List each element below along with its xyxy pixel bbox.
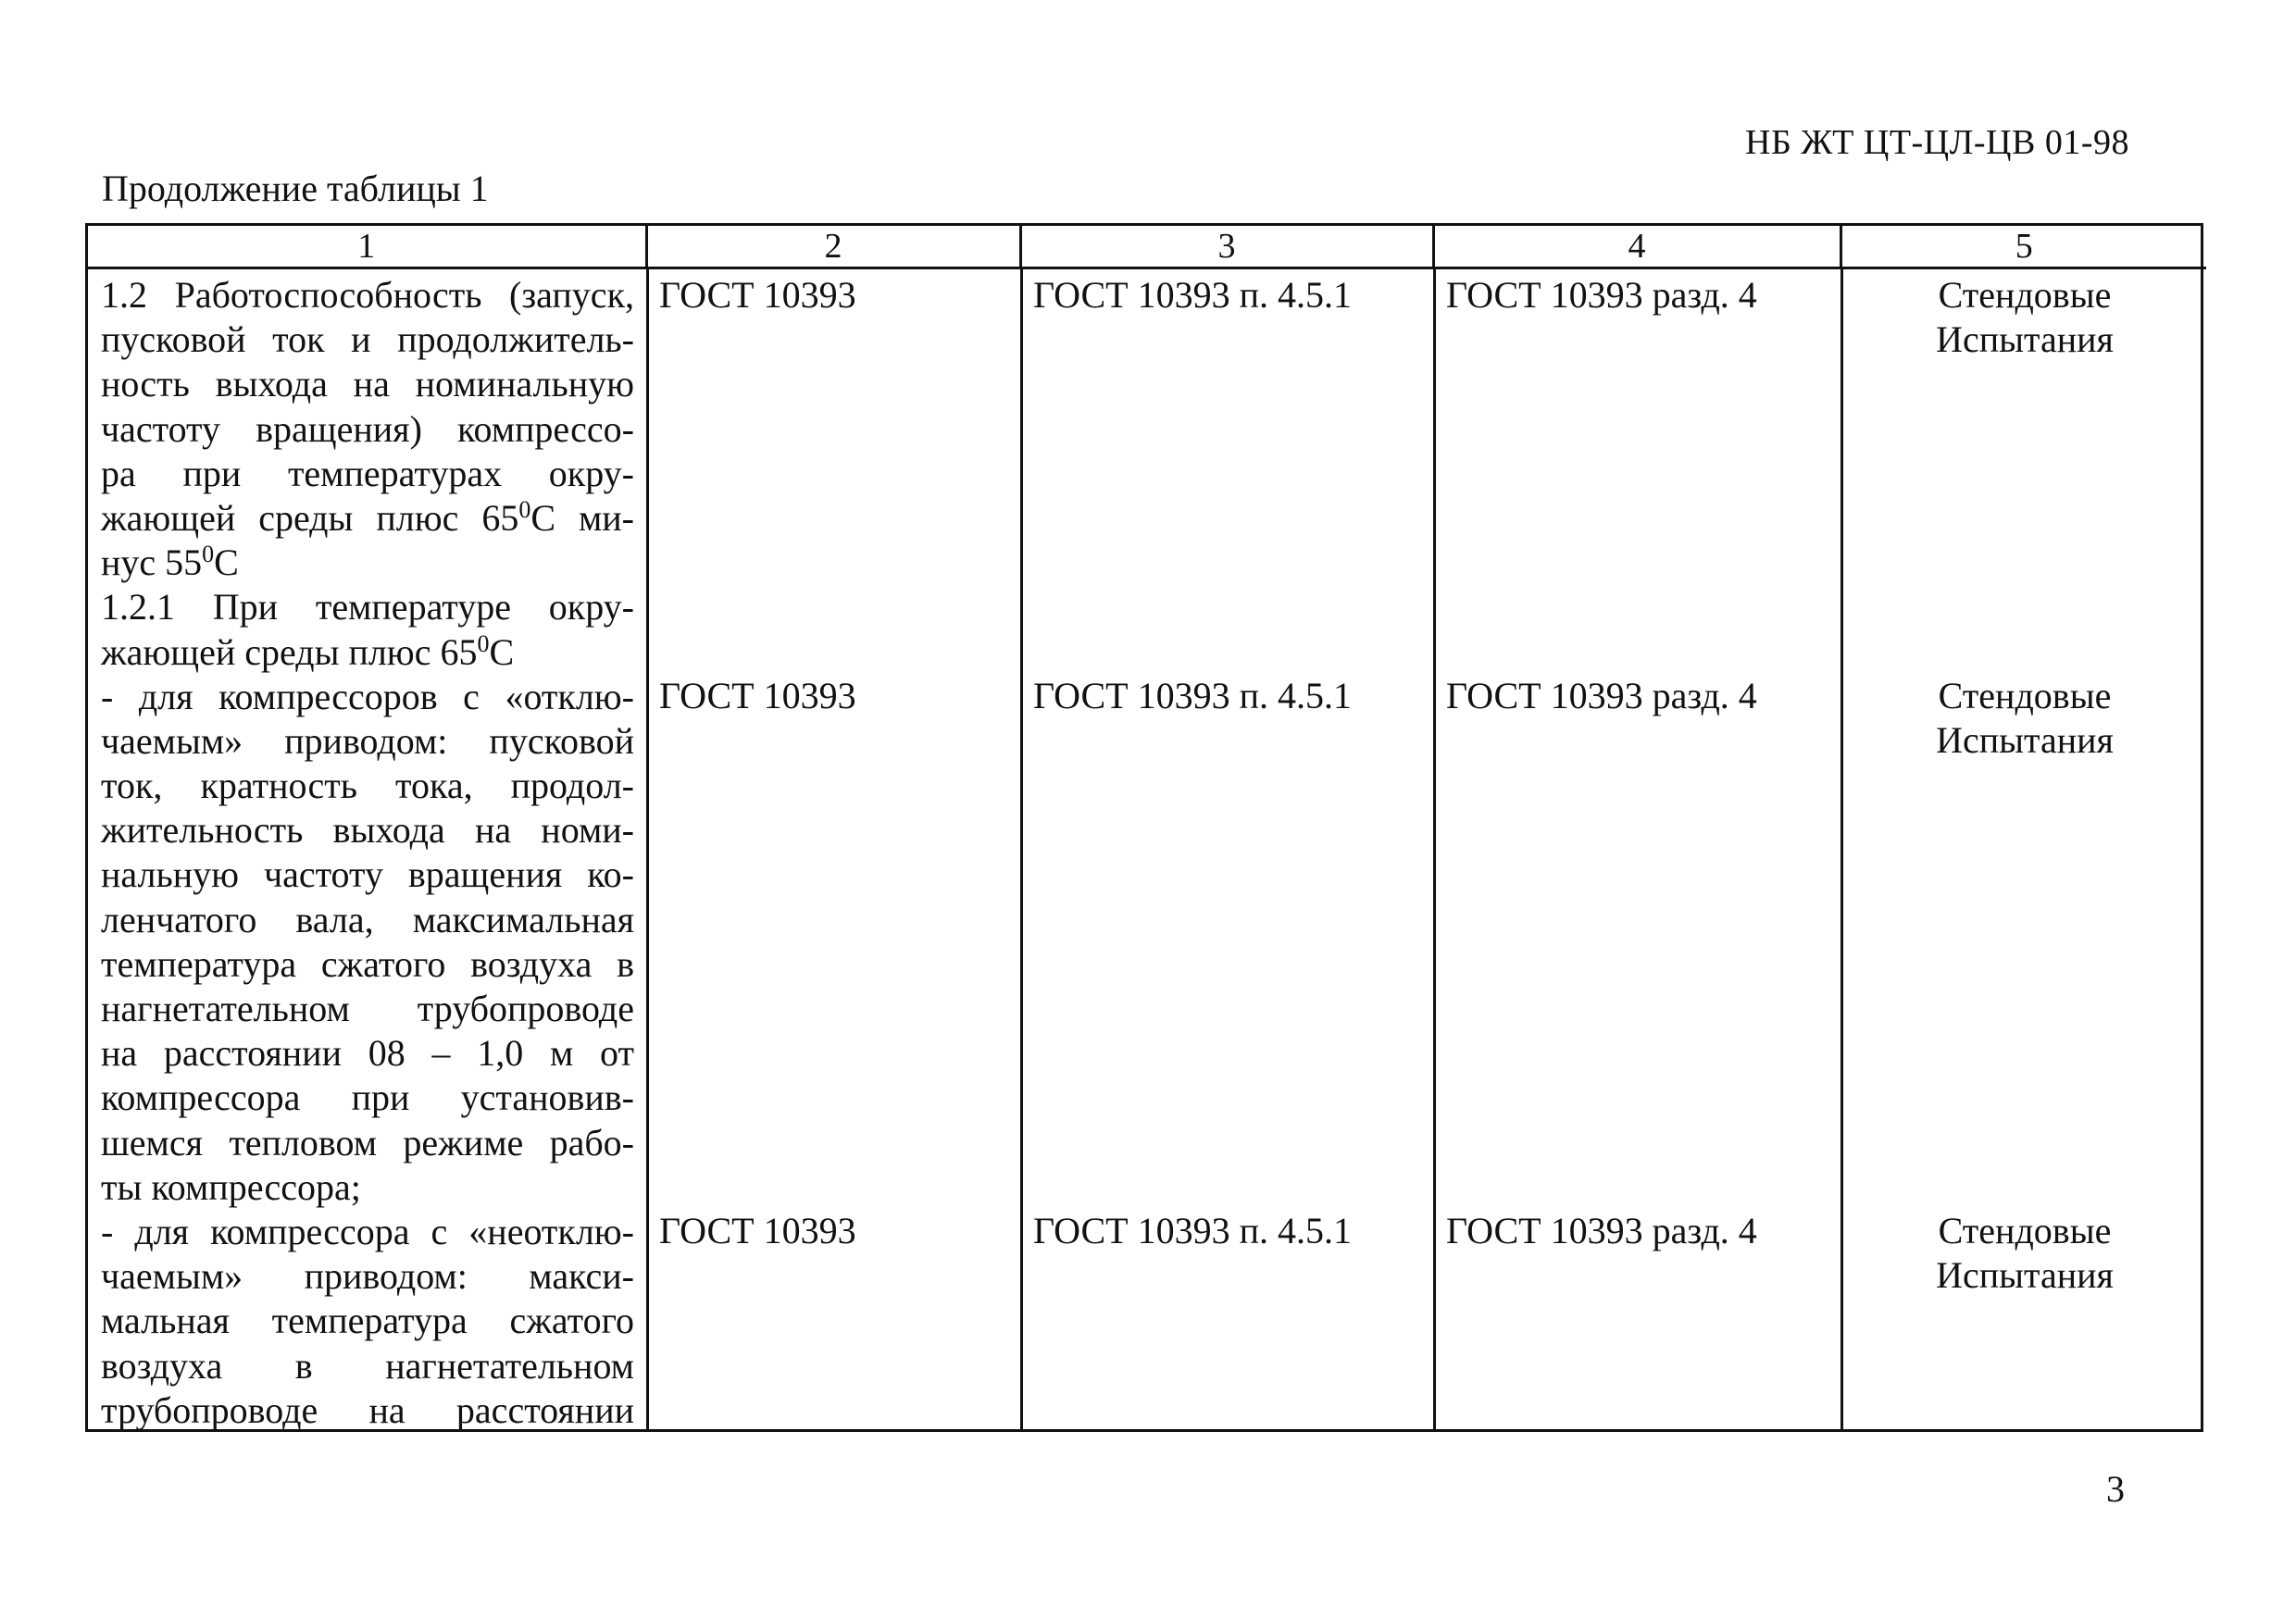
requirement-line: нальную частоту вращения ко- bbox=[101, 853, 634, 896]
test-type-cell bbox=[1843, 273, 2206, 362]
degree-superscript: 0 bbox=[518, 495, 531, 523]
requirement-line: компрессора при установив- bbox=[101, 1077, 634, 1119]
degree-superscript: 0 bbox=[202, 541, 215, 568]
test-type-cell bbox=[1843, 1209, 2206, 1298]
method-doc-cell: ГОСТ 10393 п. 4.5.1 bbox=[1033, 1210, 1353, 1251]
requirement-line: чаемым» приводом: макси- bbox=[101, 1255, 634, 1298]
column-divider bbox=[1433, 269, 1436, 1430]
test-type-line: Испытания bbox=[1936, 318, 2114, 361]
method-doc-cell: ГОСТ 10393 п. 4.5.1 bbox=[1033, 675, 1353, 716]
degree-superscript: 0 bbox=[477, 629, 490, 657]
requirement-line: - для компрессора с «неотклю- bbox=[101, 1210, 634, 1252]
test-type-line: Стендовые bbox=[1938, 675, 2112, 716]
requirement-line bbox=[101, 496, 634, 541]
requirement-line: частоту вращения) компрессо- bbox=[101, 407, 634, 450]
control-doc-cell: ГОСТ 10393 разд. 4 bbox=[1446, 274, 1757, 316]
column-number-4: 4 bbox=[1433, 226, 1841, 268]
requirement-line-tail: С bbox=[489, 630, 515, 673]
requirement-line: на расстоянии 08 – 1,0 м от bbox=[101, 1032, 634, 1075]
table-body bbox=[88, 269, 2201, 1430]
requirement-line bbox=[101, 541, 634, 585]
requirement-line: шемся тепловом режиме рабо- bbox=[101, 1121, 634, 1164]
requirement-line-tail: С bbox=[214, 541, 239, 584]
requirement-line: нагнетательном трубопроводе bbox=[101, 988, 634, 1029]
requirement-line: ность выхода на номинальную bbox=[101, 363, 634, 405]
control-doc-cell: ГОСТ 10393 разд. 4 bbox=[1446, 675, 1757, 716]
requirement-line: - для компрессоров с «отклю- bbox=[101, 675, 634, 717]
normative-doc-cell: ГОСТ 10393 bbox=[659, 274, 856, 316]
column-number-3: 3 bbox=[1020, 226, 1433, 268]
requirement-line-text: жающей среды плюс 65 bbox=[101, 496, 519, 539]
column-divider bbox=[646, 269, 649, 1430]
requirement-line bbox=[101, 630, 634, 675]
requirement-line: чаемым» приводом: пусковой bbox=[101, 719, 634, 762]
requirement-line: воздуха в нагнетательном bbox=[101, 1344, 634, 1387]
requirement-line-text: жающей среды плюс 65 bbox=[101, 630, 478, 673]
test-type-line: Испытания bbox=[1936, 719, 2114, 762]
requirement-line: ленчатого вала, максимальная bbox=[101, 898, 634, 940]
page-number: 3 bbox=[2106, 1468, 2125, 1510]
table-header bbox=[88, 226, 2206, 269]
requirement-line: ток, кратность тока, продол- bbox=[101, 765, 634, 807]
requirement-line-text: нус 55 bbox=[101, 541, 203, 584]
requirement-line: мальная температура сжатого bbox=[101, 1300, 634, 1342]
requirement-line: жительность выхода на номи- bbox=[101, 809, 634, 852]
table-caption: Продолжение таблицы 1 bbox=[102, 168, 489, 209]
test-type-cell bbox=[1843, 674, 2206, 763]
column-divider bbox=[1020, 269, 1023, 1430]
test-type-line: Стендовые bbox=[1938, 1210, 2112, 1251]
requirement-line: ты компрессора; bbox=[101, 1165, 361, 1208]
requirement-line: пусковой ток и продолжитель- bbox=[101, 318, 634, 361]
test-type-line: Стендовые bbox=[1938, 274, 2112, 316]
requirement-line: 1.2 Работоспособность (запуск, bbox=[101, 274, 634, 316]
requirement-line: 1.2.1 При температуре окру- bbox=[101, 586, 634, 629]
method-doc-cell: ГОСТ 10393 п. 4.5.1 bbox=[1033, 274, 1353, 316]
requirement-line: температура сжатого воздуха в bbox=[101, 942, 634, 985]
specification-table bbox=[85, 223, 2203, 1432]
control-doc-cell: ГОСТ 10393 разд. 4 bbox=[1446, 1210, 1757, 1251]
requirement-line-tail: С ми- bbox=[530, 496, 635, 539]
requirements-text bbox=[101, 273, 634, 1433]
document-code: НБ ЖТ ЦТ-ЦЛ-ЦВ 01-98 bbox=[1745, 123, 2129, 162]
normative-doc-cell: ГОСТ 10393 bbox=[659, 675, 856, 716]
column-number-1: 1 bbox=[88, 226, 646, 268]
test-type-line: Испытания bbox=[1936, 1254, 2114, 1297]
normative-doc-cell: ГОСТ 10393 bbox=[659, 1210, 856, 1251]
requirement-line: трубопроводе на расстоянии bbox=[101, 1388, 634, 1431]
column-number-row bbox=[88, 226, 2206, 268]
column-number-5: 5 bbox=[1841, 226, 2206, 268]
requirement-line: ра при температурах окру- bbox=[101, 452, 634, 494]
column-number-2: 2 bbox=[646, 226, 1020, 268]
